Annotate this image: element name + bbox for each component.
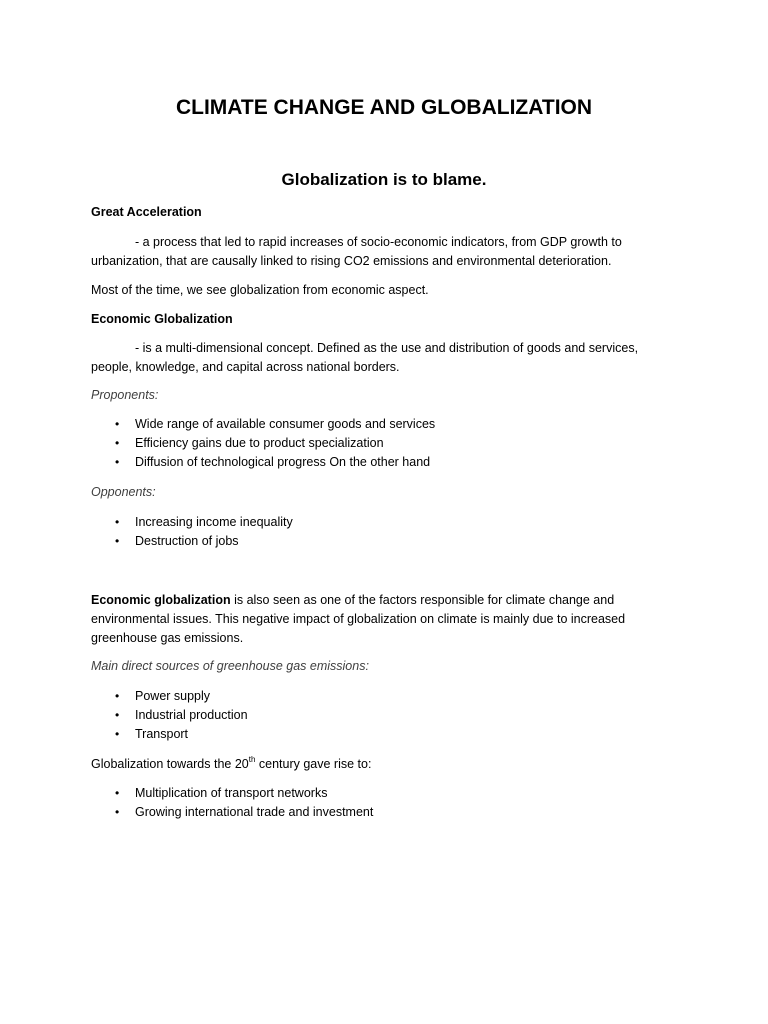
list-item: • Growing international trade and investment (91, 803, 373, 822)
bullet-icon: • (115, 436, 120, 450)
bullet-icon: • (115, 786, 120, 800)
economic-aspect-text: Most of the time, we see globalization from economic aspect. (91, 283, 429, 297)
proponents-label: Proponents: (91, 388, 159, 402)
document-subtitle: Globalization is to blame. (281, 170, 487, 189)
bullet-icon: • (115, 708, 120, 722)
bullet-icon: • (115, 805, 120, 819)
economic-globalization-heading: Economic Globalization (91, 312, 233, 326)
bullet-icon: • (115, 455, 120, 469)
list-item: • Destruction of jobs (91, 532, 293, 551)
list-item: • Efficiency gains due to product specialization (91, 434, 435, 453)
opponents-list (91, 513, 293, 551)
list-item: • Diffusion of technological progress On the other hand (91, 453, 435, 472)
opponents-label: Opponents: (91, 485, 156, 499)
bullet-icon: • (115, 534, 120, 548)
twentieth-century-text: Globalization towards the 20th century gave rise to: (91, 755, 372, 771)
list-item: • Transport (91, 725, 248, 744)
economic-globalization-definition: - is a multi-dimensional concept. Defined as the use and distribution of goods and services, people, knowledge, and capital across national borders. (91, 341, 639, 374)
ordinal-superscript: th (248, 755, 256, 764)
list-item: • Multiplication of transport networks (91, 784, 373, 803)
great-acceleration-heading: Great Acceleration (91, 205, 202, 219)
climate-paragraph (91, 591, 651, 648)
bullet-icon: • (115, 727, 120, 741)
sources-list (91, 687, 248, 744)
sources-label: Main direct sources of greenhouse gas emissions: (91, 659, 369, 673)
document-title: CLIMATE CHANGE AND GLOBALIZATION (175, 96, 593, 119)
list-item: • Wide range of available consumer goods and services (91, 415, 435, 434)
list-item: • Power supply (91, 687, 248, 706)
proponents-list (91, 415, 435, 472)
great-acceleration-definition: - a process that led to rapid increases of socio-economic indicators, from GDP growth to urbanization, that are causally linked to rising CO2 emissions and environmental deterioration. (91, 235, 622, 268)
bullet-icon: • (115, 417, 120, 431)
bullet-icon: • (115, 689, 120, 703)
bullet-icon: • (115, 515, 120, 529)
twentieth-century-list (91, 784, 373, 822)
list-item: • Increasing income inequality (91, 513, 293, 532)
list-item: • Industrial production (91, 706, 248, 725)
climate-paragraph-body: is also seen as one of the factors responsible for climate change and environmental issues. This negative impact of globalization on climate is mainly due to increased greenhouse gas emissions. (91, 593, 626, 645)
climate-paragraph-lead: Economic globalization (91, 593, 231, 607)
